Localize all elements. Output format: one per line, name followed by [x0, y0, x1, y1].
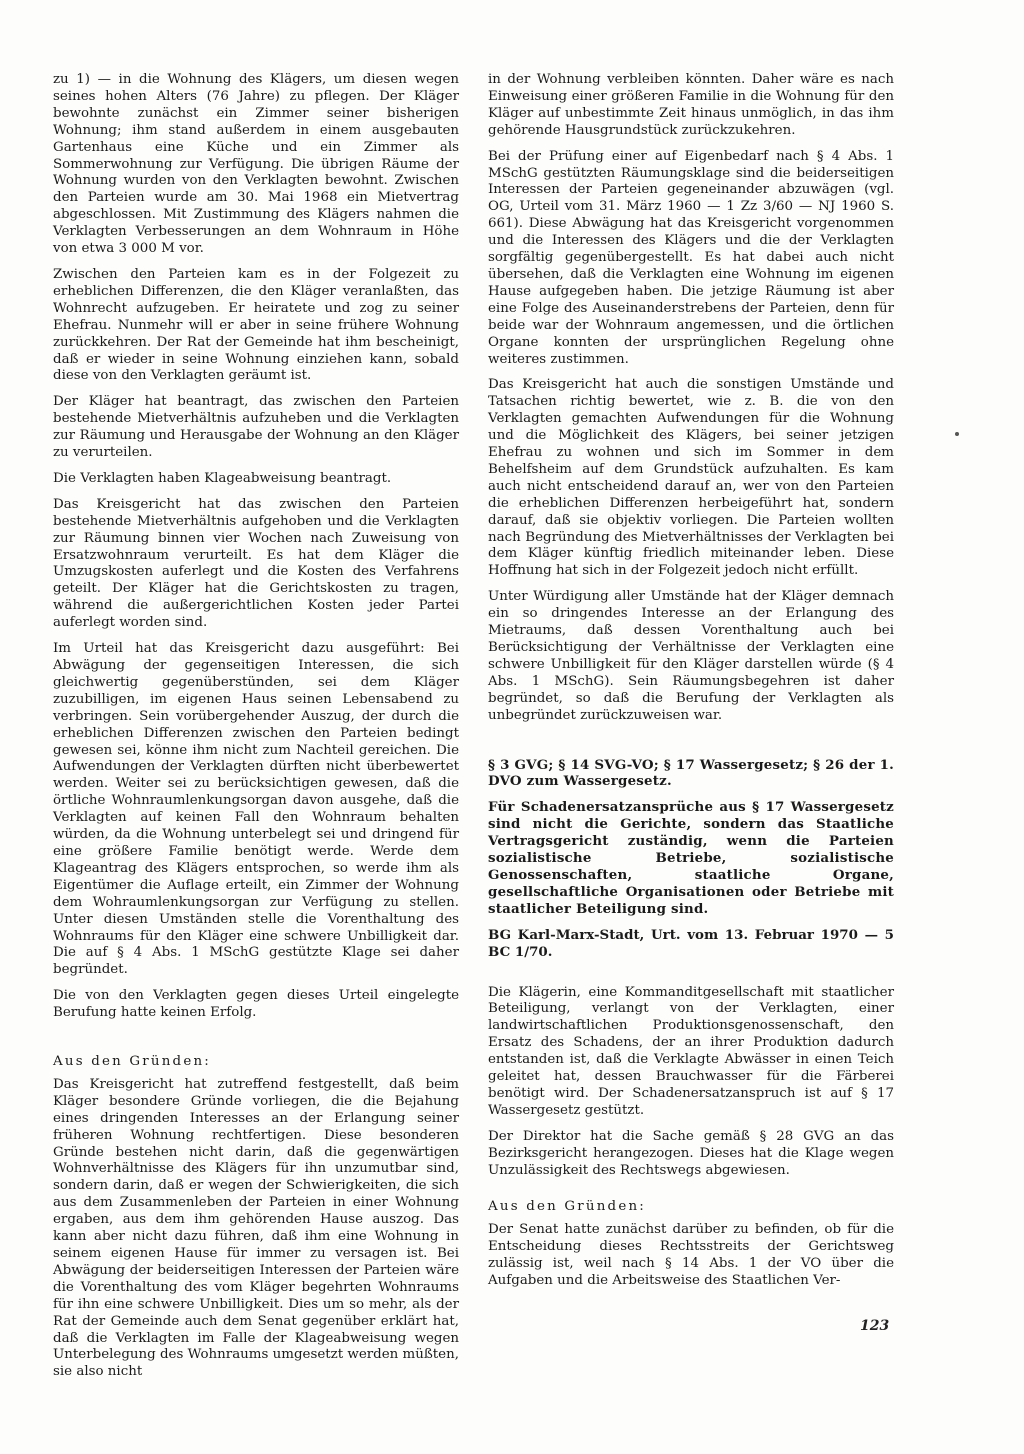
headnote: Für Schadenersatzansprüche aus § 17 Wassergesetz sind nicht die Gerichte, sondern das Staatliche Vertragsgericht zuständig, wenn die Parteien sozialistische Betriebe, sozialistische Genossenschaften, staatliche Organe, gesellschaftliche Organisationen oder Betriebe mit staatlicher Beteiligung sind. — [488, 799, 894, 917]
paragraph: Das Kreisgericht hat das zwischen den Parteien bestehende Mietverhältnis aufgehoben und die Verklagten zur Räumung binnen vier Wochen nach Zuweisung von Ersatzwohnraum verurteilt. Es hat dem Kläger die Umzugskosten auferlegt und die Kosten des Verfahrens geteilt. Der Kläger hat die Gerichtskosten zu tragen, während die außergerichtlichen Kosten jeder Partei auferlegt worden sind. — [53, 496, 459, 631]
paragraph: Zwischen den Parteien kam es in der Folgezeit zu erheblichen Differenzen, die den Kläger veranlaßten, das Wohnrecht aufzugeben. Er heiratete und zog zu seiner Ehefrau. Nunmehr will er aber in seine frühere Wohnung zurückkehren. Der Rat der Gemeinde hat ihm bescheinigt, daß er wieder in seine Wohnung einziehen kann, sobald diese von den Verklagten geräumt ist. — [53, 266, 459, 384]
right-column — [488, 72, 894, 1299]
paragraph: Der Kläger hat beantragt, das zwischen den Parteien bestehende Mietverhältnis aufzuheben und die Verklagten zur Räumung und Herausgabe der Wohnung an den Kläger zu verurteilen. — [53, 394, 459, 461]
page-number: 123 — [860, 1318, 890, 1334]
section-heading: Aus den Gründen: — [53, 1054, 211, 1070]
case-reference: BG Karl-Marx-Stadt, Urt. vom 13. Februar 1970 — 5 BC 1/70. — [488, 926, 894, 960]
paragraph: Bei der Prüfung einer auf Eigenbedarf nach § 4 Abs. 1 MSchG gestützten Räumungsklage sind die beiderseitigen Interessen der Parteien gegeneinander abzuwägen (vgl. OG, Urteil vom 31. März 1960 — 1 Zz 3/60 — NJ 1960 S. 661). Diese Abwägung hat das Kreisgericht vorgenommen und die Interessen des Klägers und die der Verklagten sorgfältig gegenübergestellt. Es hat dabei auch nicht übersehen, daß die Verklagten eine Wohnung im eigenen Hause aufgegeben haben. Die jetzige Räumung ist aber eine Folge des Auseinanderstrebens der Parteien, denn für beide war der Wohnraum angemessen, und die örtlichen Organe konnten der ursprünglichen Regelung ohne weiteres zustimmen. — [488, 148, 894, 367]
statute-references: § 3 GVG; § 14 SVG-VO; § 17 Wassergesetz; § 26 der 1. DVO zum Wassergesetz. — [488, 756, 894, 790]
paragraph: in der Wohnung verbleiben könnten. Daher wäre es nach Einweisung einer größeren Familie in die Wohnung für den Kläger auf unbestimmte Zeit hinaus unmöglich, in das ihm gehörende Hausgrundstück zurückzukehren. — [488, 72, 894, 138]
paragraph: Die Klägerin, eine Kommanditgesellschaft mit staatlicher Beteiligung, verlangt von der Verklagten, einer landwirtschaftlichen Produktionsgenossenschaft, den Ersatz des Schadens, der an ihrer Produktion dadurch entstanden ist, daß die Verklagte Abwässer in einen Teich geleitet hat, dessen Brauchwasser für die Färberei benötigt wird. Der Schadenersatzanspruch ist auf § 17 Wassergesetz gestützt. — [488, 984, 894, 1118]
paragraph: Die von den Verklagten gegen dieses Urteil eingelegte Berufung hatte keinen Erfolg. — [53, 988, 459, 1021]
paragraph: Im Urteil hat das Kreisgericht dazu ausgeführt: Bei Abwägung der gegenseitigen Interessen, die sich gleichwertig gegenüberstünden, sei dem Kläger zuzubilligen, im eigenen Haus seinen Lebensabend zu verbringen. Sein vorübergehender Auszug, der durch die erheblichen Differenzen zwischen den Parteien bedingt gewesen sei, könne ihm nicht zum Nachteil gereichen. Die Aufwendungen der Verklagten dürften nicht überbewertet werden. Weiter sei zu berücksichtigen gewesen, daß die örtliche Wohnraumlenkungsorgan davon ausgehe, daß die Verklagten auf keinen Fall den Wohnraum behalten würden, da die Wohnung unterbelegt sei und dringend für eine größere Familie benötigt werde. Werde dem Klageantrag des Klägers entsprochen, so werde ihm als Eigentümer die Auflage erteilt, ein Zimmer der Wohnung dem Wohraumlenkungsorgan zur Verfügung zu stellen. Unter diesen Umständen stelle die Vorenthaltung des Wohnraums für den Kläger eine schwere Unbilligkeit dar. Die auf § 4 Abs. 1 MSchG gestützte Klage sei daher begründet. — [53, 641, 459, 978]
paragraph: Der Direktor hat die Sache gemäß § 28 GVG an das Bezirksgericht herangezogen. Dieses hat die Klage wegen Unzulässigkeit des Rechtswegs abgewiesen. — [488, 1128, 894, 1178]
paragraph: Der Senat hatte zunächst darüber zu befinden, ob für die Entscheidung dieses Rechtsstreits der Gerichtsweg zulässig ist, weil nach § 14 Abs. 1 der VO über die Aufgaben und die Arbeitsweise des Staatlichen Ver- — [488, 1222, 894, 1289]
paragraph: Das Kreisgericht hat auch die sonstigen Umstände und Tatsachen richtig bewertet, wie z. B. die von den Verklagten gemachten Aufwendungen für die Wohnung und die Möglichkeit des Klägers, bei seiner jetzigen Ehefrau zu wohnen und sich im Sommer in dem Behelfsheim auf dem Grundstück aufzuhalten. Es kam auch nicht entscheidend darauf an, wer von den Parteien die erheblichen Differenzen herbeigeführt hat, sondern darauf, daß sie objektiv vorliegen. Die Parteien wollten nach Begründung des Mietverhältnisses der Verklagten bei dem Kläger künftig friedlich miteinander leben. Diese Hoffnung hat sich in der Folgezeit jedoch nicht erfüllt. — [488, 377, 894, 579]
left-column — [53, 72, 459, 1390]
paragraph: Das Kreisgericht hat zutreffend festgestellt, daß beim Kläger besondere Gründe vorliegen, die die Bejahung eines dringenden Interesses an der Erlangung seiner früheren Wohnung rechtfertigen. Diese besonderen Gründe bestehen nicht darin, daß die gegenwärtigen Wohnverhältnisse des Klägers für ihn unzumutbar sind, sondern darin, daß er wegen der Schwierigkeiten, die sich aus dem Zusammenleben der Parteien in einer Wohnung ergaben, aus dem ihm gehörenden Hause auszog. Das kann aber nicht dazu führen, daß ihm eine Wohnung in seinem eigenen Hause für immer zu versagen ist. Bei Abwägung der beiderseitigen Interessen der Parteien wäre die Vorenthaltung des vom Kläger begehrten Wohnraums für ihn eine schwere Unbilligkeit. Dies um so mehr, als der Rat der Gemeinde auch dem Senat gegenüber erklärt hat, daß die Verklagten im Falle der Klageabweisung wegen Unterbelegung des Wohnraums umgesetzt werden müßten, sie also nicht — [53, 1076, 459, 1380]
paragraph: zu 1) — in die Wohnung des Klägers, um diesen wegen seines hohen Alters (76 Jahre) zu pflegen. Der Kläger bewohnte zunächst ein Zimmer seiner bisherigen Wohnung; ihm stand außerdem in einem ausgebauten Gartenhaus eine Küche und ein Zimmer als Sommerwohnung zur Verfügung. Die übrigen Räume der Wohnung wurden von den Verklagten bewohnt. Zwischen den Parteien wurde am 30. Mai 1968 ein Mietvertrag abgeschlossen. Mit Zustimmung des Klägers nahmen die Verklagten Verbesserungen an dem Wohnraum in Höhe von etwa 3 000 M vor. — [53, 72, 459, 257]
margin-mark — [955, 432, 959, 436]
section-heading: Aus den Gründen: — [488, 1199, 646, 1215]
paragraph: Unter Würdigung aller Umstände hat der Kläger demnach ein so dringendes Interesse an der Erlangung des Mietraums, daß dessen Vorenthaltung auch bei Berücksichtigung der Verhältnisse der Verklagten eine schwere Unbilligkeit für den Kläger darstellen würde (§ 4 Abs. 1 MSchG). Sein Räumungsbegehren ist daher begründet, so daß die Berufung der Verklagten als unbegründet zurückzuweisen war. — [488, 589, 894, 723]
paragraph: Die Verklagten haben Klageabweisung beantragt. — [53, 470, 392, 486]
